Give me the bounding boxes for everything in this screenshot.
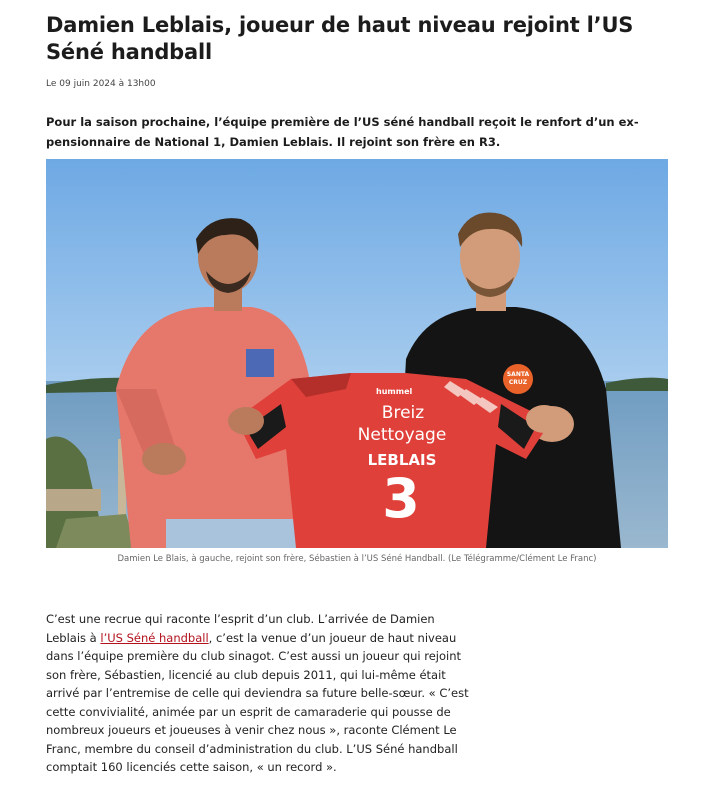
article-lead: Pour la saison prochaine, l’équipe première de l’US séné handball reçoit le renfort d’un ex-pensionnaire de National 1, Damien Leblais. Il rejoint son frère en R3.: [46, 115, 639, 149]
article-body: [46, 610, 476, 777]
jersey-name: LEBLAIS: [367, 451, 437, 469]
shirt-logo-line1: SANTA: [506, 371, 530, 378]
jersey-number: 3: [382, 467, 420, 530]
club-link[interactable]: l’US Séné handball: [100, 630, 209, 645]
article-title: Damien Leblais, joueur de haut niveau rejoint l’US Séné handball: [46, 13, 634, 64]
body-text-rest: , c’est la venue d’un joueur de haut niveau dans l’équipe première du club sinagot. C’est aussi un joueur qui rejoint son frère, Sébastien, licencié au club depuis 2011, qui lui-même était arrivé par l’entremise de celle qui deviendra sa future belle-sœur. « C’est cette convivialité, animée par un esprit de camaraderie qui pousse de nombreux joueurs et joueuses à venir chez nous », raconte Clément Le Franc, membre du conseil d’administration du club. L’US Séné handball comptait 160 licenciés cette saison, « un record ».: [46, 630, 469, 774]
article-photo: [46, 159, 668, 548]
jersey-brand: hummel: [376, 387, 413, 396]
article-date: Le 09 juin 2024 à 13h00: [46, 79, 156, 89]
photo-caption: Damien Le Blais, à gauche, rejoint son frère, Sébastien à l’US Séné Handball. (Le Télégramme/Clément Le Franc): [117, 554, 597, 564]
jersey-sponsor-line2: Nettoyage: [357, 425, 447, 445]
jersey-sponsor-line1: Breiz: [381, 403, 425, 423]
shirt-logo-line2: CRUZ: [508, 379, 528, 386]
body-text-start: C’est une recrue qui raconte l’esprit d’un club. L’arrivée de Damien Leblais à: [46, 612, 435, 645]
